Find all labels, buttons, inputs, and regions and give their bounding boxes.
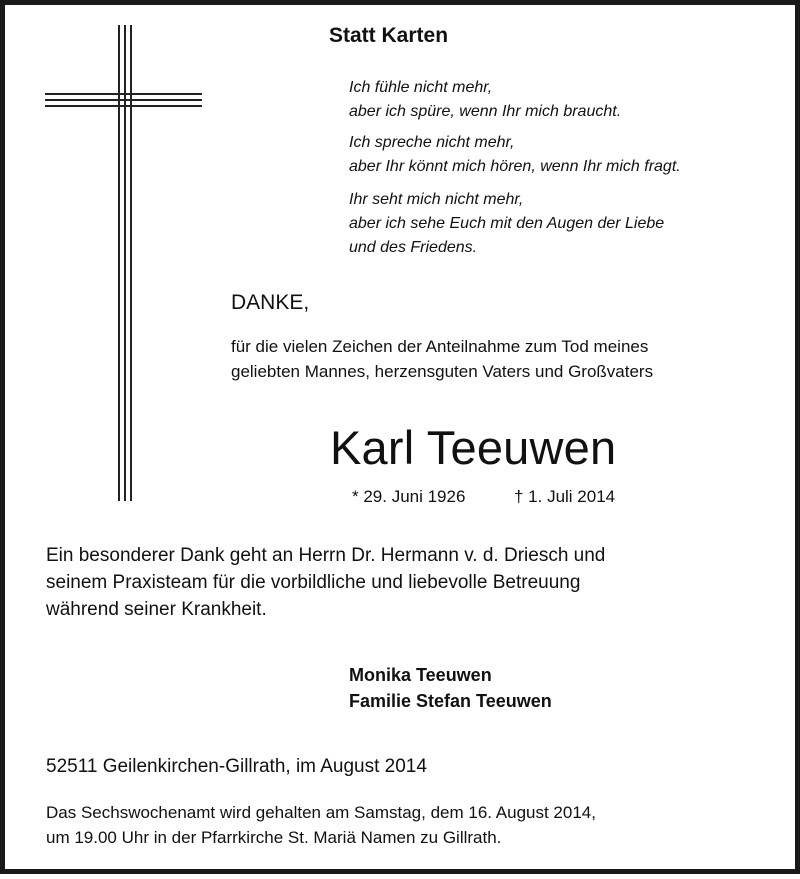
service-info: [46, 800, 596, 850]
poem-line: aber ich sehe Euch mit den Augen der Liebe: [349, 215, 665, 232]
thanks-text: [231, 334, 653, 384]
deceased-name: Karl Teeuwen: [330, 421, 617, 474]
birth-date: * 29. Juni 1926: [352, 487, 466, 506]
signer-name: Monika Teeuwen: [349, 665, 492, 685]
thanks-line: geliebten Mannes, herzensguten Vaters und Großvaters: [231, 362, 654, 381]
poem-line: aber ich spüre, wenn Ihr mich braucht.: [349, 103, 622, 120]
signers: [349, 662, 552, 714]
service-line: Das Sechswochenamt wird gehalten am Samstag, dem 16. August 2014,: [46, 803, 596, 822]
poem-stanza-3: [349, 188, 664, 260]
special-thanks-text: [46, 542, 605, 623]
signer-name: Familie Stefan Teeuwen: [349, 691, 552, 711]
poem-line: Ich spreche nicht mehr,: [349, 134, 515, 151]
heading-statt-karten: Statt Karten: [329, 24, 449, 47]
poem-line: Ich fühle nicht mehr,: [349, 79, 493, 96]
special-thanks-line: Ein besonderer Dank geht an Herrn Dr. Hermann v. d. Driesch und: [46, 545, 606, 566]
place-and-date: 52511 Geilenkirchen-Gillrath, im August 2014: [46, 756, 427, 777]
poem-stanza-2: [349, 131, 681, 179]
danke-heading: DANKE,: [231, 291, 310, 314]
thanks-line: für die vielen Zeichen der Anteilnahme zum Tod meines: [231, 337, 649, 356]
service-line: um 19.00 Uhr in der Pfarrkirche St. Mariä Namen zu Gillrath.: [46, 828, 502, 847]
poem-line: aber Ihr könnt mich hören, wenn Ihr mich fragt.: [349, 158, 681, 175]
special-thanks-line: während seiner Krankheit.: [46, 599, 267, 620]
death-date: † 1. Juli 2014: [514, 487, 616, 506]
poem-line: und des Friedens.: [349, 239, 478, 256]
special-thanks-line: seinem Praxisteam für die vorbildliche und liebevolle Betreuung: [46, 572, 581, 593]
poem-stanza-1: [349, 76, 621, 124]
poem-line: Ihr seht mich nicht mehr,: [349, 191, 524, 208]
